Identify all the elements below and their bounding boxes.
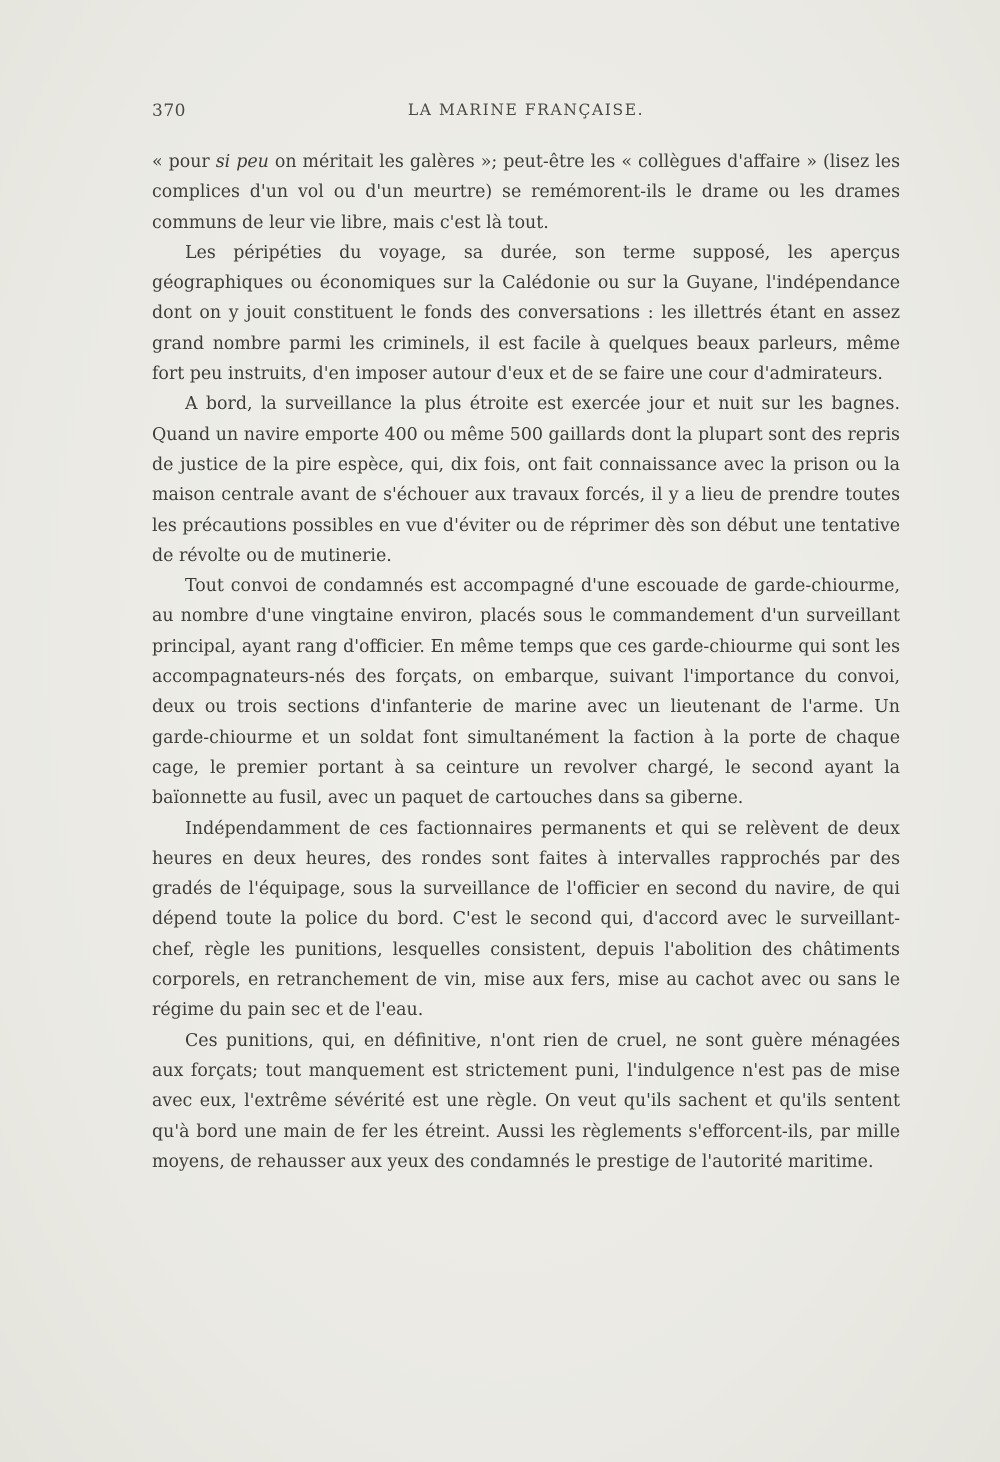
paragraph-1-post: on méritait les galères »; peut-être les « collègues d'affaire » (lisez les complices d'un vol ou d'un meurtre) se remémorent-ils le drame ou les drames communs de leur vie libre, mais c'est là tout. bbox=[152, 152, 901, 233]
page-header bbox=[152, 101, 900, 131]
paragraph-1-pre: « pour bbox=[152, 152, 216, 172]
page-number: 370 bbox=[152, 101, 186, 121]
paragraph-1 bbox=[152, 147, 900, 238]
paragraph-5: Indépendamment de ces factionnaires permanents et qui se relèvent de deux heures en deux heures, des rondes sont faites à intervalles rapprochés par des gradés de l'équipage, sous la surveillance de l'officier en second du navire, de qui dépend toute la police du bord. C'est le second qui, d'accord avec le surveillant-chef, règle les punitions, lesquelles consistent, depuis l'abolition des châtiments corporels, en retranchement de vin, mise aux fers, mise au cachot avec ou sans le régime du pain sec et de l'eau. bbox=[152, 818, 900, 1021]
paragraph-1-italic: si peu bbox=[215, 152, 269, 172]
paragraph-3: A bord, la surveillance la plus étroite est exercée jour et nuit sur les bagnes. Quand un navire emporte 400 ou même 500 gaillards dont la plupart sont des repris de justice de la pire espèce, qui, dix fois, ont fait connaissance avec la prison ou la maison centrale avant de s'échouer aux travaux forcés, il y a lieu de prendre toutes les précautions possibles en vue d'éviter ou de réprimer dès son début une tentative de révolte ou de mutinerie. bbox=[152, 394, 900, 566]
paragraph-2: Les péripéties du voyage, sa durée, son terme supposé, les aperçus géographiques ou économiques sur la Calédonie ou sur la Guyane, l'indépendance dont on y jouit constituent le fonds des conversations : les illettrés étant en assez grand nombre parmi les criminels, il est facile à quelques beaux parleurs, même fort peu instruits, d'en imposer autour d'eux et de se faire une cour d'admirateurs. bbox=[152, 242, 900, 385]
running-title: LA MARINE FRANÇAISE. bbox=[407, 101, 645, 119]
body-text bbox=[152, 147, 900, 1177]
paragraph-4: Tout convoi de condamnés est accompagné d'une escouade de garde-chiourme, au nombre d'une vingtaine environ, placés sous le commandement d'un surveillant principal, ayant rang d'officier. En même temps que ces garde-chiourme qui sont les accompagnateurs-nés des forçats, on embarque, suivant l'importance du convoi, deux ou trois sections d'infanterie de marine avec un lieutenant de l'arme. Un garde-chiourme et un soldat font simultanément la faction à la porte de chaque cage, le premier portant à sa ceinture un revolver chargé, le second ayant la baïonnette au fusil, avec un paquet de cartouches dans sa giberne. bbox=[152, 576, 900, 809]
paragraph-6: Ces punitions, qui, en définitive, n'ont rien de cruel, ne sont guère ménagées aux forçats; tout manquement est strictement puni, l'indulgence n'est pas de mise avec eux, l'extrême sévérité est une règle. On veut qu'ils sachent et qu'ils sentent qu'à bord une main de fer les étreint. Aussi les règlements s'efforcent-ils, par mille moyens, de rehausser aux yeux des condamnés le prestige de l'autorité maritime. bbox=[152, 1030, 900, 1172]
